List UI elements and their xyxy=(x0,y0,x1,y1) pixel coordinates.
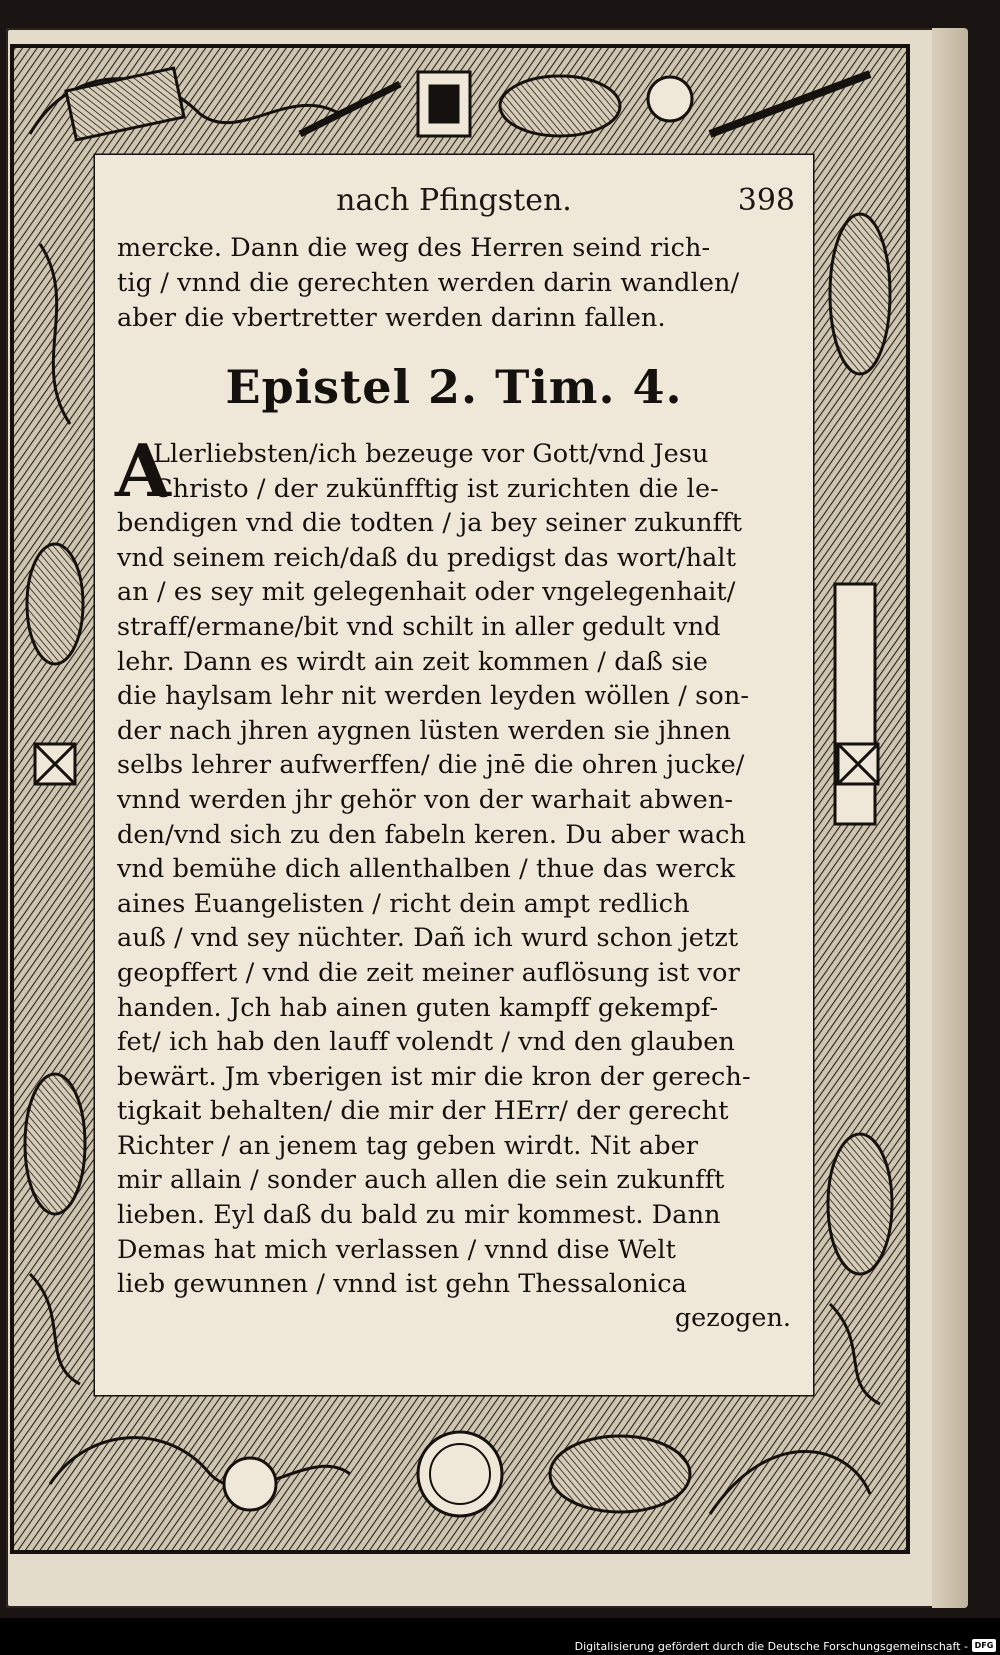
text-line: aber die vbertretter werden darinn fallen. xyxy=(117,303,666,333)
dfg-logo: DFG xyxy=(972,1639,996,1652)
text-line: Christo / der zukünfftig ist zurichten die le- xyxy=(153,473,719,504)
text-line: lieben. Eyl daß du bald zu mir kommest. Dann xyxy=(117,1200,721,1231)
text-line: fet/ ich hab den lauff volendt / vnd den glauben xyxy=(117,1027,735,1058)
drop-cap-initial: A xyxy=(115,428,171,513)
text-line: den/vnd sich zu den fabeln keren. Du aber wach xyxy=(117,819,747,850)
running-title: nach Pfingsten. xyxy=(336,183,572,218)
body-text xyxy=(115,428,807,1302)
text-line: lieb gewunnen / vnnd ist gehn Thessalonica xyxy=(117,1269,687,1300)
text-line: Richter / an jenem tag geben wirdt. Nit aber xyxy=(117,1130,699,1161)
text-line: mercke. Dann die weg des Herren seind rich- xyxy=(117,233,711,263)
text-line: tig / vnnd die gerechten werden darin wandlen/ xyxy=(117,268,740,298)
text-line: handen. Jch hab ainen guten kampff gekempf- xyxy=(117,992,719,1023)
footer-credit: Digitalisierung gefördert durch die Deutsche Forschungsgemeinschaft - xyxy=(574,1640,968,1653)
section-heading: Epistel 2. Tim. 4. xyxy=(225,360,683,414)
text-line: aines Euangelisten / richt dein ampt redlich xyxy=(117,888,690,919)
text-line: vnnd werden jhr gehör von der warhait abwen- xyxy=(117,784,734,815)
text-line: Llerliebsten/ich bezeuge vor Gott/vnd Jesu xyxy=(153,439,709,469)
text-line: an / es sey mit gelegenhait oder vngelegenhait/ xyxy=(117,577,736,608)
text-line: lehr. Dann es wirdt ain zeit kommen / daß sie xyxy=(117,646,708,677)
text-line: Demas hat mich verlassen / vnnd dise Welt xyxy=(117,1234,676,1265)
top-lines xyxy=(117,231,797,336)
text-line: auß / vnd sey nüchter. Dañ ich wurd schon jetzt xyxy=(117,923,739,954)
text-line: mir allain / sonder auch allen die sein zukunfft xyxy=(117,1165,725,1196)
text-line: bendigen vnd die todten / ja bey seiner zukunfft xyxy=(117,508,743,539)
text-line: bewärt. Jm vberigen ist mir die kron der gerech- xyxy=(117,1061,751,1092)
text-line: straff/ermane/bit vnd schilt in aller gedult vnd xyxy=(117,611,721,642)
text-line: vnd bemühe dich allenthalben / thue das werck xyxy=(117,854,736,885)
text-line: der nach jhren aygnen lüsten werden sie jhnen xyxy=(117,715,732,746)
page-number: 398 xyxy=(737,183,795,218)
text-block xyxy=(95,155,813,1395)
text-line: vnd seinem reich/daß du predigst das wort/halt xyxy=(117,542,737,573)
text-line: selbs lehrer aufwerffen/ die jnē die ohren jucke/ xyxy=(117,750,745,781)
page-edge xyxy=(932,28,968,1608)
text-line: tigkait behalten/ die mir der HErr/ der gerecht xyxy=(117,1096,729,1127)
catchword: gezogen. xyxy=(674,1303,791,1333)
text-line: die haylsam lehr nit werden leyden wöllen / son- xyxy=(117,681,750,712)
text-line: geopffert / vnd die zeit meiner auflösung ist vor xyxy=(117,957,740,988)
running-head xyxy=(95,183,813,223)
footer-bar xyxy=(0,1618,1000,1655)
